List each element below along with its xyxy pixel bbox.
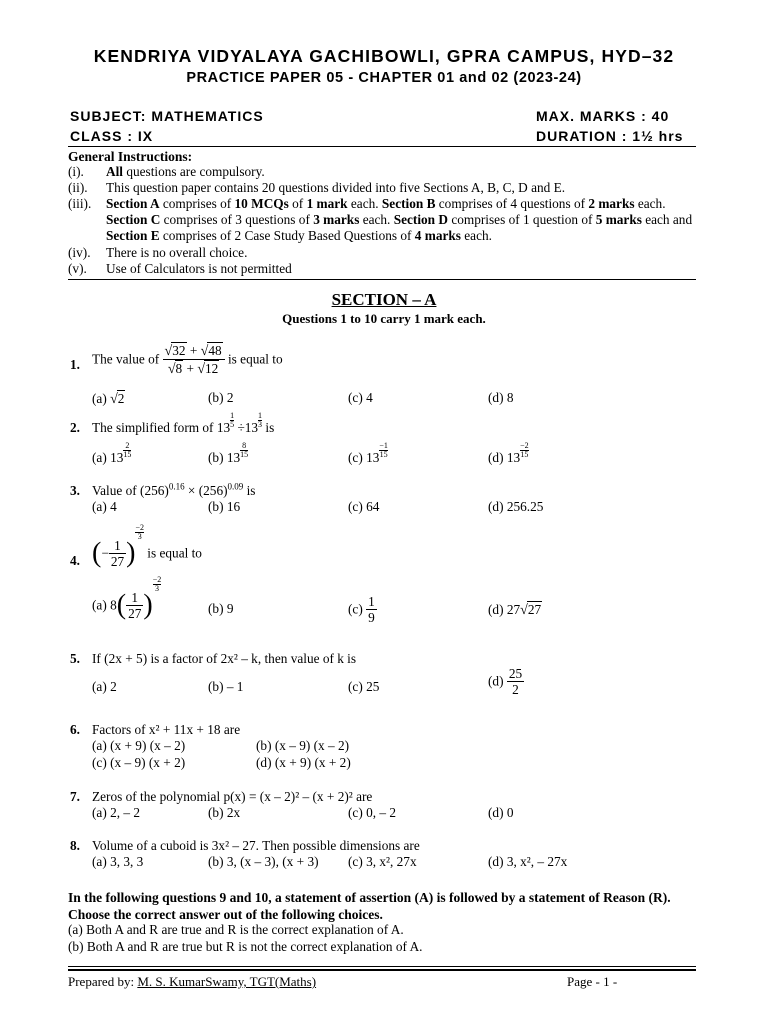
option-c: (c) (x – 9) (x + 2) [92,755,186,770]
assertion-option-a: (a) Both A and R are true and R is the correct explanation of A. [68,922,404,937]
section-subtitle: Questions 1 to 10 carry 1 mark each. [282,311,486,326]
duration-label: DURATION : 1½ hrs [536,128,684,144]
assertion-intro: In the following questions 9 and 10, a statement of assertion (A) is followed by a statement of Reason (R). Choose the correct answer out of the following choices. [68,890,671,922]
header-divider [68,146,696,147]
option-a: (a) 2 [92,679,117,694]
option-a: (a) 2, – 2 [92,805,140,820]
option-a: (a) 4 [92,499,117,514]
assertion-option-b: (b) Both A and R are true but R is not the correct explanation of A. [68,939,423,954]
instruction-text-rich: Section A comprises of 10 MCQs of 1 mark each. Section B comprises of 4 questions of 2 marks each. Section C comprises of 3 questions of 3 marks each. Section D comprises of 1 question of 5 marks each and Section E comprises of 2 Case Study Based Questions of 4 marks each. [106,196,693,243]
author-name: M. S. KumarSwamy, TGT(Maths) [137,974,317,989]
option-b: (b) – 1 [208,679,244,694]
max-marks-label: MAX. MARKS : 40 [536,108,670,124]
option-b: (b) 2 [208,390,234,405]
option-b: (b) 16 [208,499,241,514]
question-text: Zeros of the polynomial p(x) = (x – 2)² – (x + 2)² are [92,789,373,804]
option-d: (d) 27√27 [488,602,542,618]
option-b: (b) 9 [208,601,234,616]
instruction-text: There is no overall choice. [106,245,248,260]
option-c: (c) 13 $\frac{-1}{15}$ [348,441,388,465]
subject-label: SUBJECT: MATHEMATICS [70,108,264,124]
question-text: If (2x + 5) is a factor of 2x² – k, then value of k is [92,651,357,666]
option-d: (d) 8 [488,390,514,405]
instruction-num: (iii). [68,196,92,211]
instruction-text: All questions are compulsory. [106,164,265,179]
option-d: (d) 3, x², – 27x [488,854,568,869]
question-number: 1. [70,357,80,372]
question-number: 8. [70,838,80,853]
class-label: CLASS : IX [70,128,154,144]
option-c: (c) $\frac{1}{9}$ [348,594,375,625]
question-text: The value of $\frac{√32 + √48}{√8 + √12}$ is equal to [92,343,283,377]
option-a: (a) 13 $\frac{2}{15}$ [92,441,132,465]
question-number: 2. [70,420,80,435]
question-number: 5. [70,651,80,666]
option-d: (d) 13 $\frac{-2}{15}$ [488,441,529,465]
option-d: (d) $\frac{25}{2}$ [488,666,523,697]
question-number: 3. [70,483,80,498]
prepared-by: Prepared by: M. S. KumarSwamy, TGT(Maths) [68,974,317,989]
question-text: Value of $(256)^{0.16} \times (256)^{0.09}$ is [92,481,256,498]
instruction-text: This question paper contains 20 questions divided into five Sections A, B, C, D and E. [106,180,566,195]
instructions-divider [68,279,696,280]
question-text: Factors of x² + 11x + 18 are [92,722,241,737]
option-c: (c) 0, – 2 [348,805,396,820]
footer-divider-thick [68,969,696,971]
school-title: KENDRIYA VIDYALAYA GACHIBOWLI, GPRA CAMPUS, HYD–32 [93,46,675,66]
option-b: (b) (x – 9) (x – 2) [256,738,350,753]
instruction-num: (v). [68,261,87,276]
question-text: The simplified form of 13 $\frac{1}{5}$ ÷13 $\frac{1}{3}$ is [92,411,275,435]
option-a: (a) √2 [92,391,125,407]
question-text: (− $\frac{1}{27}$ ) $\frac{-2}{3}$ is equal to [92,523,202,569]
instruction-item [68,196,698,244]
option-c: (c) 25 [348,679,380,694]
page-number: Page - 1 - [567,974,618,989]
question-text: Volume of a cuboid is 3x² – 27. Then possible dimensions are [92,838,420,853]
option-b: (b) 2x [208,805,241,820]
instruction-text: Use of Calculators is not permitted [106,261,292,276]
instruction-num: (i). [68,164,84,179]
option-a: (a) 8( $\frac{1}{27}$ ) $\frac{-2}{3}$ [92,575,162,621]
option-c: (c) 64 [348,499,380,514]
paper-title: PRACTICE PAPER 05 - CHAPTER 01 and 02 (2023-24) [186,70,582,86]
question-number: 7. [70,789,80,804]
option-b: (b) 3, (x – 3), (x + 3) [208,854,319,869]
option-d: (d) (x + 9) (x + 2) [256,755,351,770]
instruction-num: (iv). [68,245,91,260]
footer-divider [68,966,696,967]
option-d: (d) 0 [488,805,514,820]
fraction-expression: $\frac{√32 + √48}{√8 + √12}$ [163,342,225,377]
question-number: 6. [70,722,80,737]
option-a: (a) 3, 3, 3 [92,854,144,869]
option-a: (a) (x + 9) (x – 2) [92,738,186,753]
option-c: (c) 3, x², 27x [348,854,417,869]
section-title: SECTION – A [331,290,437,309]
option-b: (b) 13 $\frac{8}{15}$ [208,441,249,465]
instructions-title: General Instructions: [68,149,193,164]
question-number: 4. [70,553,80,568]
option-c: (c) 4 [348,390,373,405]
option-d: (d) 256.25 [488,499,544,514]
instruction-num: (ii). [68,180,88,195]
